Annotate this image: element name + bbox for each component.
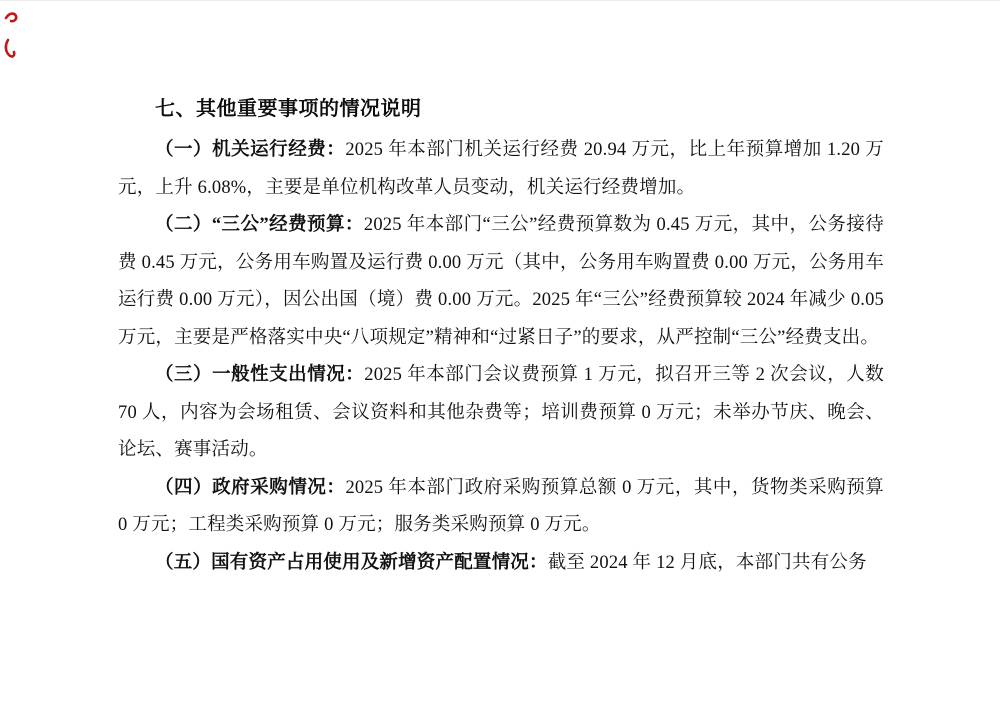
- paragraph-organ-operating-expense: [118, 132, 884, 207]
- red-ink-mark-2: [6, 40, 14, 56]
- section-heading: 七、其他重要事项的情况说明: [155, 98, 422, 120]
- document-body: [118, 0, 884, 582]
- red-ink-marks: [0, 4, 30, 64]
- paragraph-5-label: （五）国有资产占用使用及新增资产配置情况：: [155, 552, 548, 573]
- paragraph-state-assets: [118, 545, 884, 583]
- paragraph-government-procurement: [118, 470, 884, 545]
- paragraph-3-text: 2025 年本部门会议费预算 1 万元，拟召开三等 2 次会议，人数 70 人，内容为会场租赁、会议资料和其他杂费等；培训费预算 0 万元；未举办节庆、晚会、论坛、赛事活动。: [118, 365, 884, 460]
- paragraph-4-text: 2025 年本部门政府采购预算总额 0 万元，其中，货物类采购预算 0 万元；工程类采购预算 0 万元；服务类采购预算 0 万元。: [118, 477, 884, 535]
- paragraph-2-label: （二）“三公”经费预算：: [155, 215, 364, 235]
- paragraph-three-public-budget: [118, 207, 884, 357]
- paragraph-1-text: 2025 年本部门机关运行经费 20.94 万元，比上年预算增加 1.20 万元，上升 6.08%，主要是单位机构改革人员变动，机关运行经费增加。: [118, 140, 884, 198]
- paragraph-general-expenditure: [118, 357, 884, 470]
- red-ink-mark-1: [6, 14, 16, 22]
- paragraph-5-text: 截至 2024 年 12 月底，本部门共有公务: [547, 552, 867, 573]
- paragraph-1-label: （一）机关运行经费：: [155, 140, 346, 160]
- paragraph-2-text: 2025 年本部门“三公”经费预算数为 0.45 万元，其中，公务接待费 0.45 万元，公务用车购置及运行费 0.00 万元（其中，公务用车购置费 0.00 万元，公务用车运行费 0.00 万元），因公出国（境）费 0.00 万元。2025 年“三公”经费预算较 2024 年减少 0.05 万元，主要是严格落实中央“八项规定”精神和“过紧日子”的要求，从严控制“三公”经费支出。: [118, 215, 884, 348]
- paragraph-3-label: （三）一般性支出情况：: [155, 365, 365, 385]
- paragraph-4-label: （四）政府采购情况：: [155, 477, 346, 498]
